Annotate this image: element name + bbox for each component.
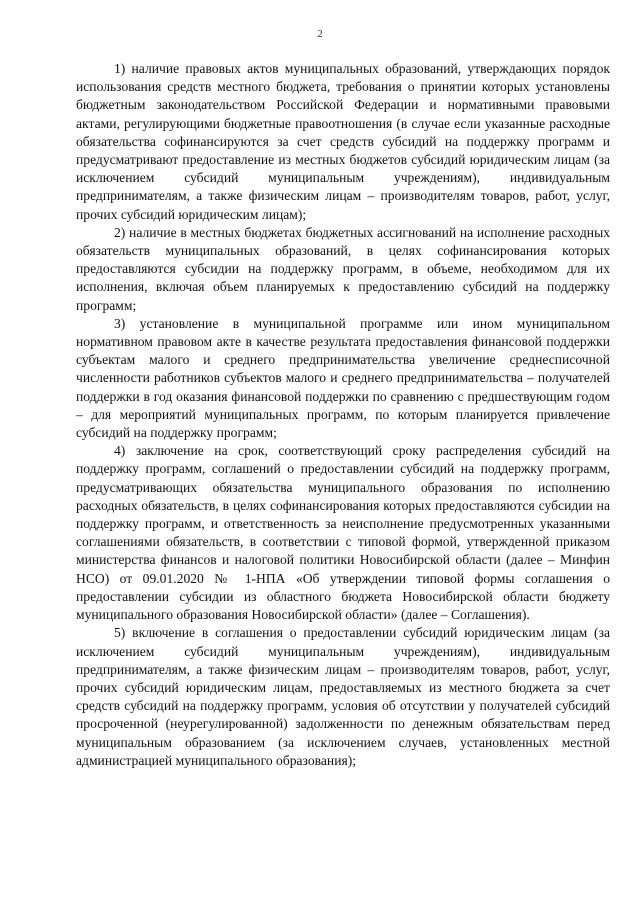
page-number: 2 — [317, 28, 323, 40]
document-body — [76, 60, 610, 770]
paragraph-2: 2) наличие в местных бюджетах бюджетных ассигнований на исполнение расходных обязательств муниципальных образований, в целях софинансирования которых предоставляются субсидии на поддержку программ, в объеме, необходимом для их исполнения, включая объем планируемых к предоставлению субсидий на поддержку программ; — [76, 224, 610, 313]
paragraph-4: 4) заключение на срок, соответствующий сроку распределения субсидий на поддержку программ, соглашений о предоставлении субсидий на поддержку программ, предусматривающих обязательства муниципального образования по исполнению расходных обязательств, в целях софинансирования которых предоставляются субсидии на поддержку программ, и ответственность за неисполнение предусмотренных указанными соглашениями обязательств, в соответствии с типовой формой, утвержденной приказом министерства финансов и налоговой политики Новосибирской области (далее – Минфин НСО) от 09.01.2020 № 1-НПА «Об утверждении типовой формы соглашения о предоставлении субсидии из областного бюджета Новосибирской области бюджету муниципального образования Новосибирской области» (далее – Соглашения). — [76, 443, 610, 623]
paragraph-1: 1) наличие правовых актов муниципальных образований, утверждающих порядок использования средств местного бюджета, требования о принятии которых установлены бюджетным законодательством Российской Федерации и нормативными правовыми актами, регулирующими бюджетные правоотношения (в случае если указанные расходные обязательства софинансируются за счет средств субсидий на поддержку программ и предусматривают предоставление из местных бюджетов субсидий юридическим лицам (за исключением субсидий муниципальным учреждениям), индивидуальным предпринимателям, а также физическим лицам – производителям товаров, работ, услуг, прочих субсидий юридическим лицам); — [76, 61, 610, 222]
paragraph-3: 3) установление в муниципальной программе или ином муниципальном нормативном правовом акте в качестве результата предоставления финансовой поддержки субъектам малого и среднего предпринимательства увеличение среднесписочной численности работников субъектов малого и среднего предпринимательства – получателей поддержки в год оказания финансовой поддержки по сравнению с предшествующим годом – для мероприятий муниципальных программ, по которым планируется привлечение субсидий на поддержку программ; — [76, 315, 610, 441]
paragraph-5: 5) включение в соглашения о предоставлении субсидий юридическим лицам (за исключением субсидий муниципальным учреждениям), индивидуальным предпринимателям, а также физическим лицам – производителям товаров, работ, услуг, прочих субсидий юридическим лицам, предоставляемых из местного бюджета за счет средств субсидий на поддержку программ, условия об отсутствии у получателей субсидий просроченной (неурегулированной) задолженности по денежным обязательствам перед муниципальным образованием (за исключением случаев, установленных местной администрацией муниципального образования); — [76, 625, 610, 768]
